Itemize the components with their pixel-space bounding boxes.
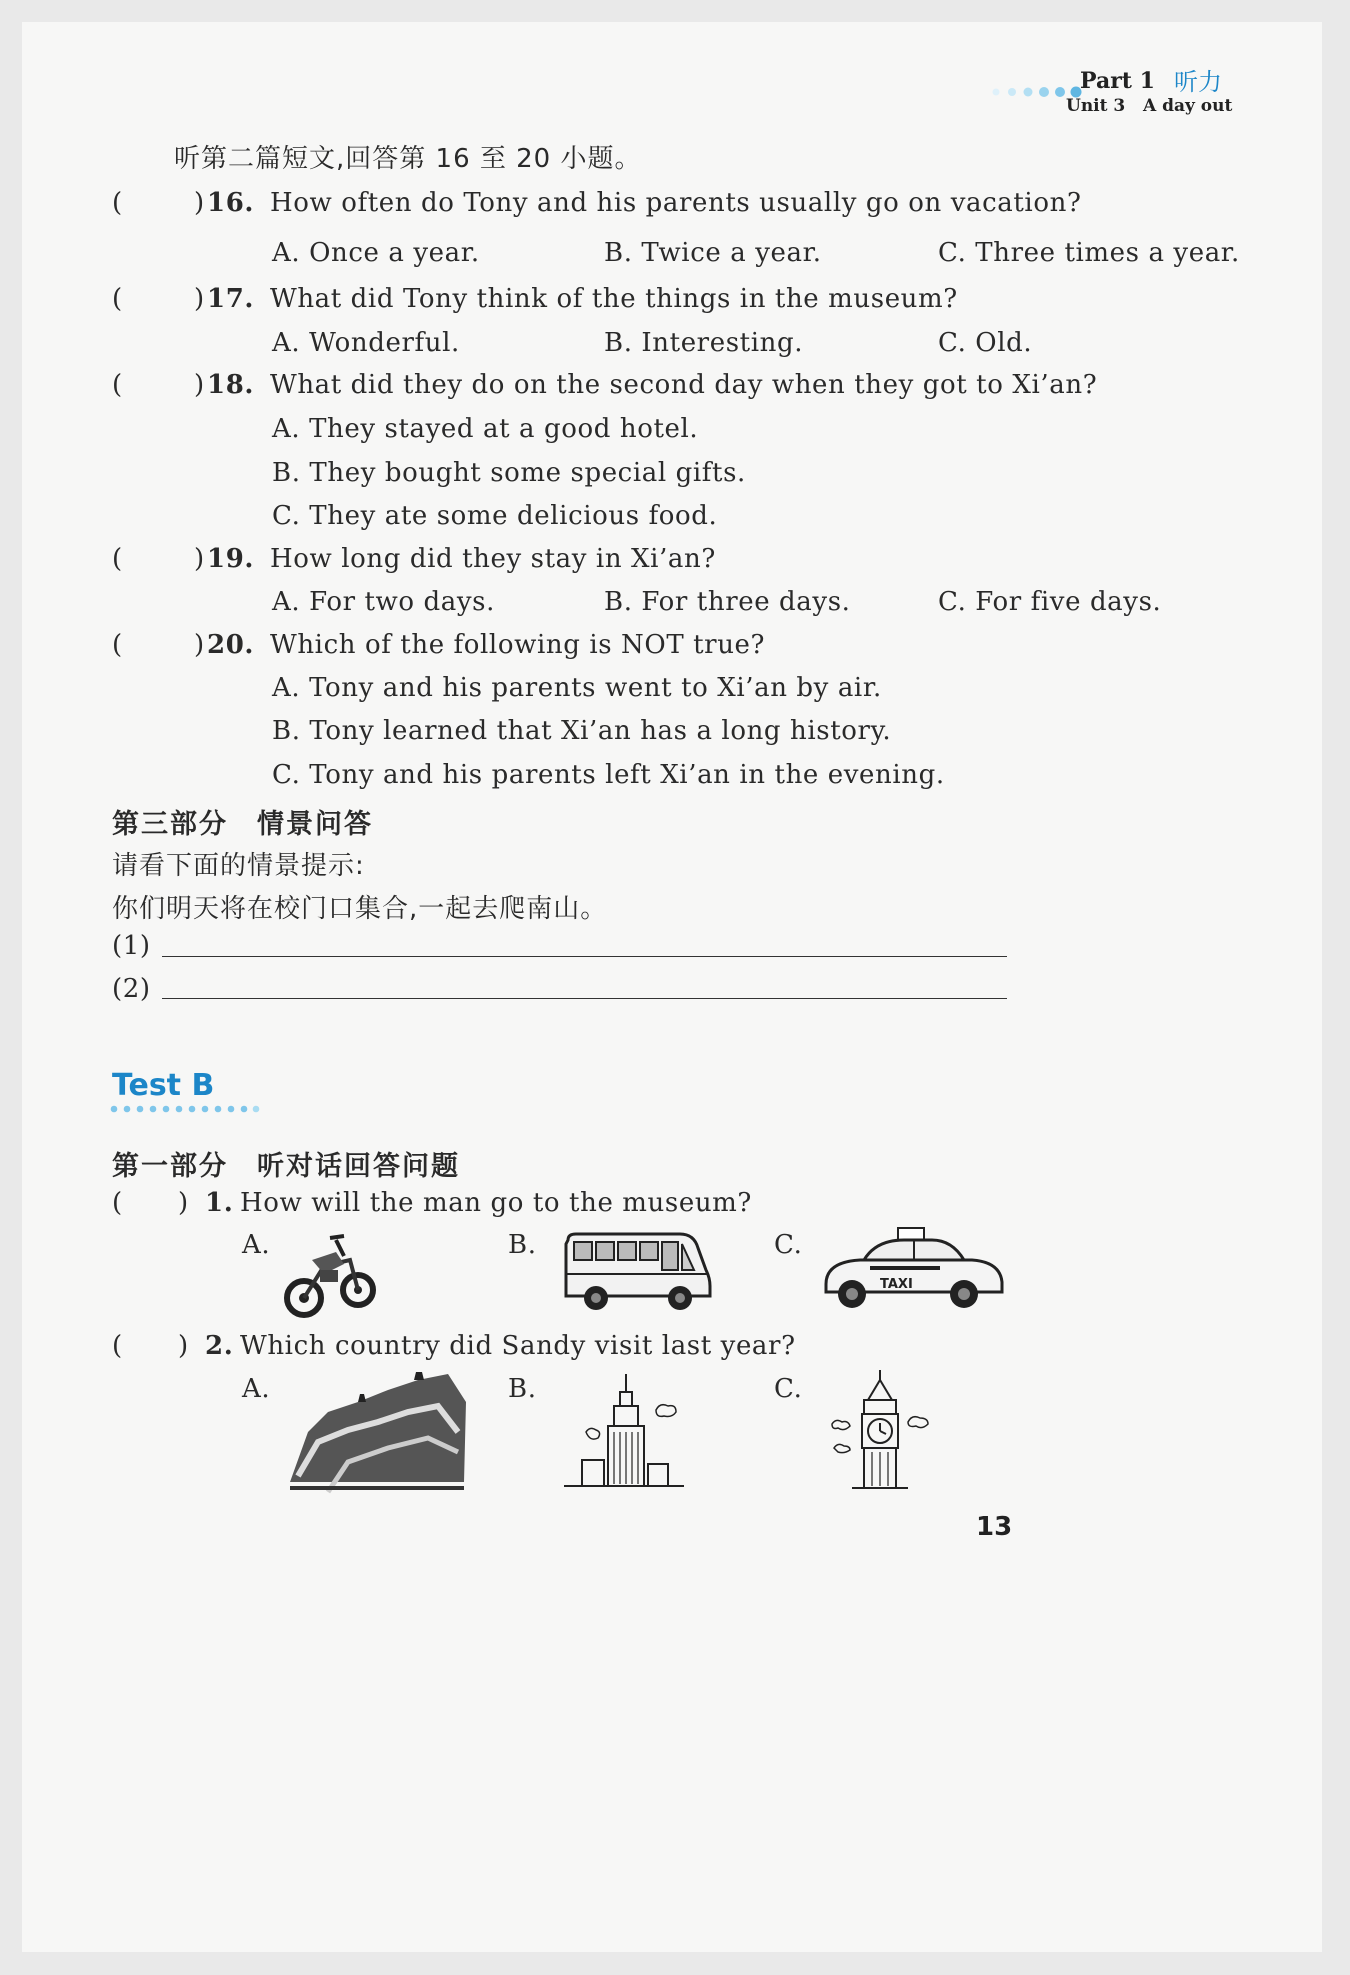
answer-paren-open[interactable]: ( <box>112 284 123 314</box>
option-c: C. They ate some delicious food. <box>272 501 718 531</box>
option-c: C. Old. <box>938 328 1033 358</box>
answer-paren-open[interactable]: ( <box>112 1331 123 1361</box>
empire-state-building-image[interactable] <box>562 1372 686 1492</box>
option-c-label: C. <box>774 1230 803 1260</box>
part3-prompt: 请看下面的情景提示: <box>112 851 365 881</box>
question-text: Which of the following is NOT true? <box>270 630 766 660</box>
answer-label-2: (2) <box>112 974 151 1004</box>
header-unit: Unit 3 <box>1066 96 1126 116</box>
test-b-part1-title: 第一部分 听对话回答问题 <box>112 1151 460 1182</box>
header-unit-title: A day out <box>1143 96 1233 116</box>
option-a-label: A. <box>242 1374 271 1404</box>
option-a: A. They stayed at a good hotel. <box>272 414 699 444</box>
option-b: B. For three days. <box>604 587 851 617</box>
option-a: A. Wonderful. <box>272 328 460 358</box>
answer-paren-close: ) <box>194 188 205 218</box>
taxi-image[interactable] <box>820 1226 1006 1312</box>
question-number: 16. <box>207 188 255 218</box>
header-part: Part 1 <box>1080 68 1155 94</box>
question-number: 18. <box>207 370 255 400</box>
answer-paren-open[interactable]: ( <box>112 544 123 574</box>
great-wall-image[interactable] <box>288 1372 468 1494</box>
option-c-label: C. <box>774 1374 803 1404</box>
answer-paren-open[interactable]: ( <box>112 188 123 218</box>
taxi-sign: TAXI <box>880 1277 913 1292</box>
answer-paren-open[interactable]: ( <box>112 630 123 660</box>
header-section: 听力 <box>1174 68 1222 96</box>
passage-intro: 听第二篇短文,回答第 16 至 20 小题。 <box>174 144 642 174</box>
worksheet-page <box>22 22 1322 1952</box>
option-b-label: B. <box>508 1230 537 1260</box>
question-text: Which country did Sandy visit last year? <box>240 1331 796 1361</box>
page-number: 13 <box>976 1512 1013 1542</box>
answer-label-1: (1) <box>112 931 151 961</box>
answer-paren-close: ) <box>194 370 205 400</box>
option-b-label: B. <box>508 1374 537 1404</box>
question-text: How often do Tony and his parents usually go on vacation? <box>270 188 1082 218</box>
motorcycle-image[interactable] <box>284 1230 376 1320</box>
part3-title: 第三部分 情景问答 <box>112 809 373 840</box>
question-text: How will the man go to the museum? <box>240 1188 752 1218</box>
bus-image[interactable] <box>562 1230 714 1314</box>
question-number: 19. <box>207 544 255 574</box>
option-b: B. Twice a year. <box>604 238 822 268</box>
answer-line-2[interactable] <box>162 998 1007 999</box>
option-c: C. Tony and his parents left Xi’an in the evening. <box>272 760 945 790</box>
option-a-label: A. <box>242 1230 271 1260</box>
question-number: 17. <box>207 284 255 314</box>
test-b-dots <box>110 1104 260 1114</box>
question-text: What did they do on the second day when they got to Xi’an? <box>270 370 1098 400</box>
option-c: C. For five days. <box>938 587 1162 617</box>
big-ben-image[interactable] <box>830 1370 932 1494</box>
question-number: 2. <box>205 1331 234 1361</box>
question-number: 20. <box>207 630 255 660</box>
answer-paren-close: ) <box>194 544 205 574</box>
answer-paren-open[interactable]: ( <box>112 1188 123 1218</box>
question-text: How long did they stay in Xi’an? <box>270 544 716 574</box>
answer-paren-close: ) <box>178 1188 189 1218</box>
option-b: B. Tony learned that Xi’an has a long history. <box>272 716 892 746</box>
answer-paren-close: ) <box>194 630 205 660</box>
answer-paren-close: ) <box>194 284 205 314</box>
option-c: C. Three times a year. <box>938 238 1240 268</box>
option-b: B. Interesting. <box>604 328 804 358</box>
answer-paren-close: ) <box>178 1331 189 1361</box>
answer-paren-open[interactable]: ( <box>112 370 123 400</box>
test-b-title: Test B <box>112 1068 215 1103</box>
question-text: What did Tony think of the things in the museum? <box>270 284 958 314</box>
option-a: A. Tony and his parents went to Xi’an by air. <box>272 673 882 703</box>
option-a: A. Once a year. <box>272 238 480 268</box>
question-number: 1. <box>205 1188 234 1218</box>
option-b: B. They bought some special gifts. <box>272 458 746 488</box>
part3-scenario: 你们明天将在校门口集合,一起去爬南山。 <box>112 894 608 924</box>
answer-line-1[interactable] <box>162 956 1007 957</box>
option-a: A. For two days. <box>272 587 495 617</box>
